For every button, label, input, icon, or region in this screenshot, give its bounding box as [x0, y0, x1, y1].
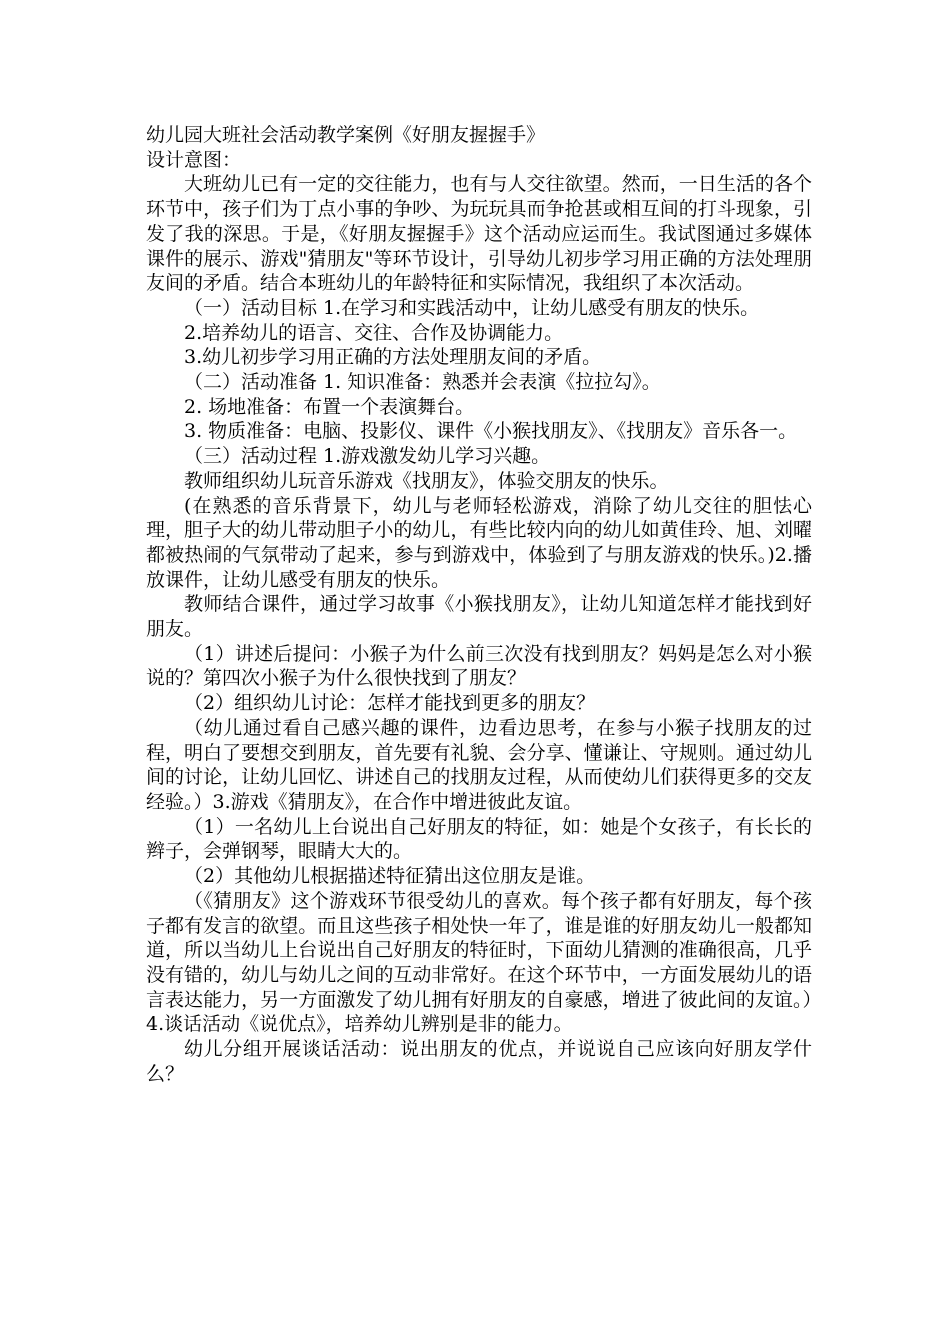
- document-paragraph: （1）一名幼儿上台说出自己好朋友的特征，如：她是个女孩子，有长长的辫子，会弹钢琴，眼睛大大的。: [146, 815, 812, 863]
- document-page: [146, 123, 812, 1086]
- document-paragraph: 2.培养幼儿的语言、交往、合作及协调能力。: [184, 321, 564, 344]
- document-paragraph: 教师组织幼儿玩音乐游戏《找朋友》，体验交朋友的快乐。: [184, 469, 669, 492]
- document-body: [146, 148, 812, 1087]
- document-paragraph: 大班幼儿已有一定的交往能力，也有与人交往欲望。然而，一日生活的各个环节中，孩子们为丁点小事的争吵、为玩玩具而争抢甚或相互间的打斗现象，引发了我的深思。于是，《好朋友握握手》这个活动应运而生。我试图通过多媒体课件的展示、游戏"猜朋友"等环节设计，引导幼儿初步学习用正确的方法处理朋友间的矛盾。结合本班幼儿的年龄特征和实际情况，我组织了本次活动。: [146, 173, 812, 295]
- document-paragraph: (在熟悉的音乐背景下，幼儿与老师轻松游戏，消除了幼儿交往的胆怯心理，胆子大的幼儿带动胆子小的幼儿，有些比较内向的幼儿如黄佳玲、旭、刘曜都被热闹的气氛带动了起来，参与到游戏中，体验到了与朋友游戏的快乐。)2.播放课件，让幼儿感受有朋友的快乐。: [146, 494, 812, 591]
- document-paragraph: 幼儿分组开展谈话活动：说出朋友的优点，并说说自己应该向好朋友学什么？: [146, 1038, 812, 1085]
- document-paragraph: （《猜朋友》这个游戏环节很受幼儿的喜欢。每个孩子都有好朋友，每个孩子都有发言的欲望。而且这些孩子相处快一年了，谁是谁的好朋友幼儿一般都知道，所以当幼儿上台说出自己好朋友的特征时，下面幼儿猜测的准确很高，几乎没有错的，幼儿与幼儿之间的互动非常好。在这个环节中，一方面发展幼儿的语言表达能力，另一方面激发了幼儿拥有好朋友的自豪感，增进了彼此间的友谊。）4.谈话活动《说优点》，培养幼儿辨别是非的能力。: [146, 889, 812, 1036]
- document-paragraph: （三）活动过程 1.游戏激发幼儿学习兴趣。: [184, 445, 551, 468]
- document-paragraph: 2. 场地准备：布置一个表演舞台。: [184, 395, 475, 418]
- document-paragraph: （二）活动准备 1. 知识准备：熟悉并会表演《拉拉勾》。: [184, 371, 661, 394]
- document-paragraph: （2）其他幼儿根据描述特征猜出这位朋友是谁。: [184, 865, 596, 888]
- document-paragraph: （一）活动目标 1.在学习和实践活动中，让幼儿感受有朋友的快乐。: [184, 296, 760, 319]
- document-paragraph: 教师结合课件，通过学习故事《小猴找朋友》，让幼儿知道怎样才能找到好朋友。: [146, 593, 812, 641]
- document-paragraph: 3.幼儿初步学习用正确的方法处理朋友间的矛盾。: [184, 346, 602, 369]
- document-paragraph: 3. 物质准备：电脑、投影仪、课件《小猴找朋友》、《找朋友》音乐各一。: [184, 420, 798, 443]
- document-paragraph: 设计意图：: [146, 148, 242, 171]
- document-paragraph: （幼儿通过看自己感兴趣的课件，边看边思考，在参与小猴子找朋友的过程，明白了要想交到朋友，首先要有礼貌、会分享、懂谦让、守规则。通过幼儿间的讨论，让幼儿回忆、讲述自己的找朋友过程，从而使幼儿们获得更多的交友经验。）3.游戏《猜朋友》，在合作中增进彼此友谊。: [146, 716, 812, 813]
- document-title: 幼儿园大班社会活动教学案例《好朋友握握手》: [146, 124, 546, 146]
- document-paragraph: （1）讲述后提问：小猴子为什么前三次没有找到朋友？妈妈是怎么对小猴说的？第四次小猴子为什么很快找到了朋友？: [146, 642, 812, 690]
- document-paragraph: （2）组织幼儿讨论：怎样才能找到更多的朋友？: [184, 692, 596, 715]
